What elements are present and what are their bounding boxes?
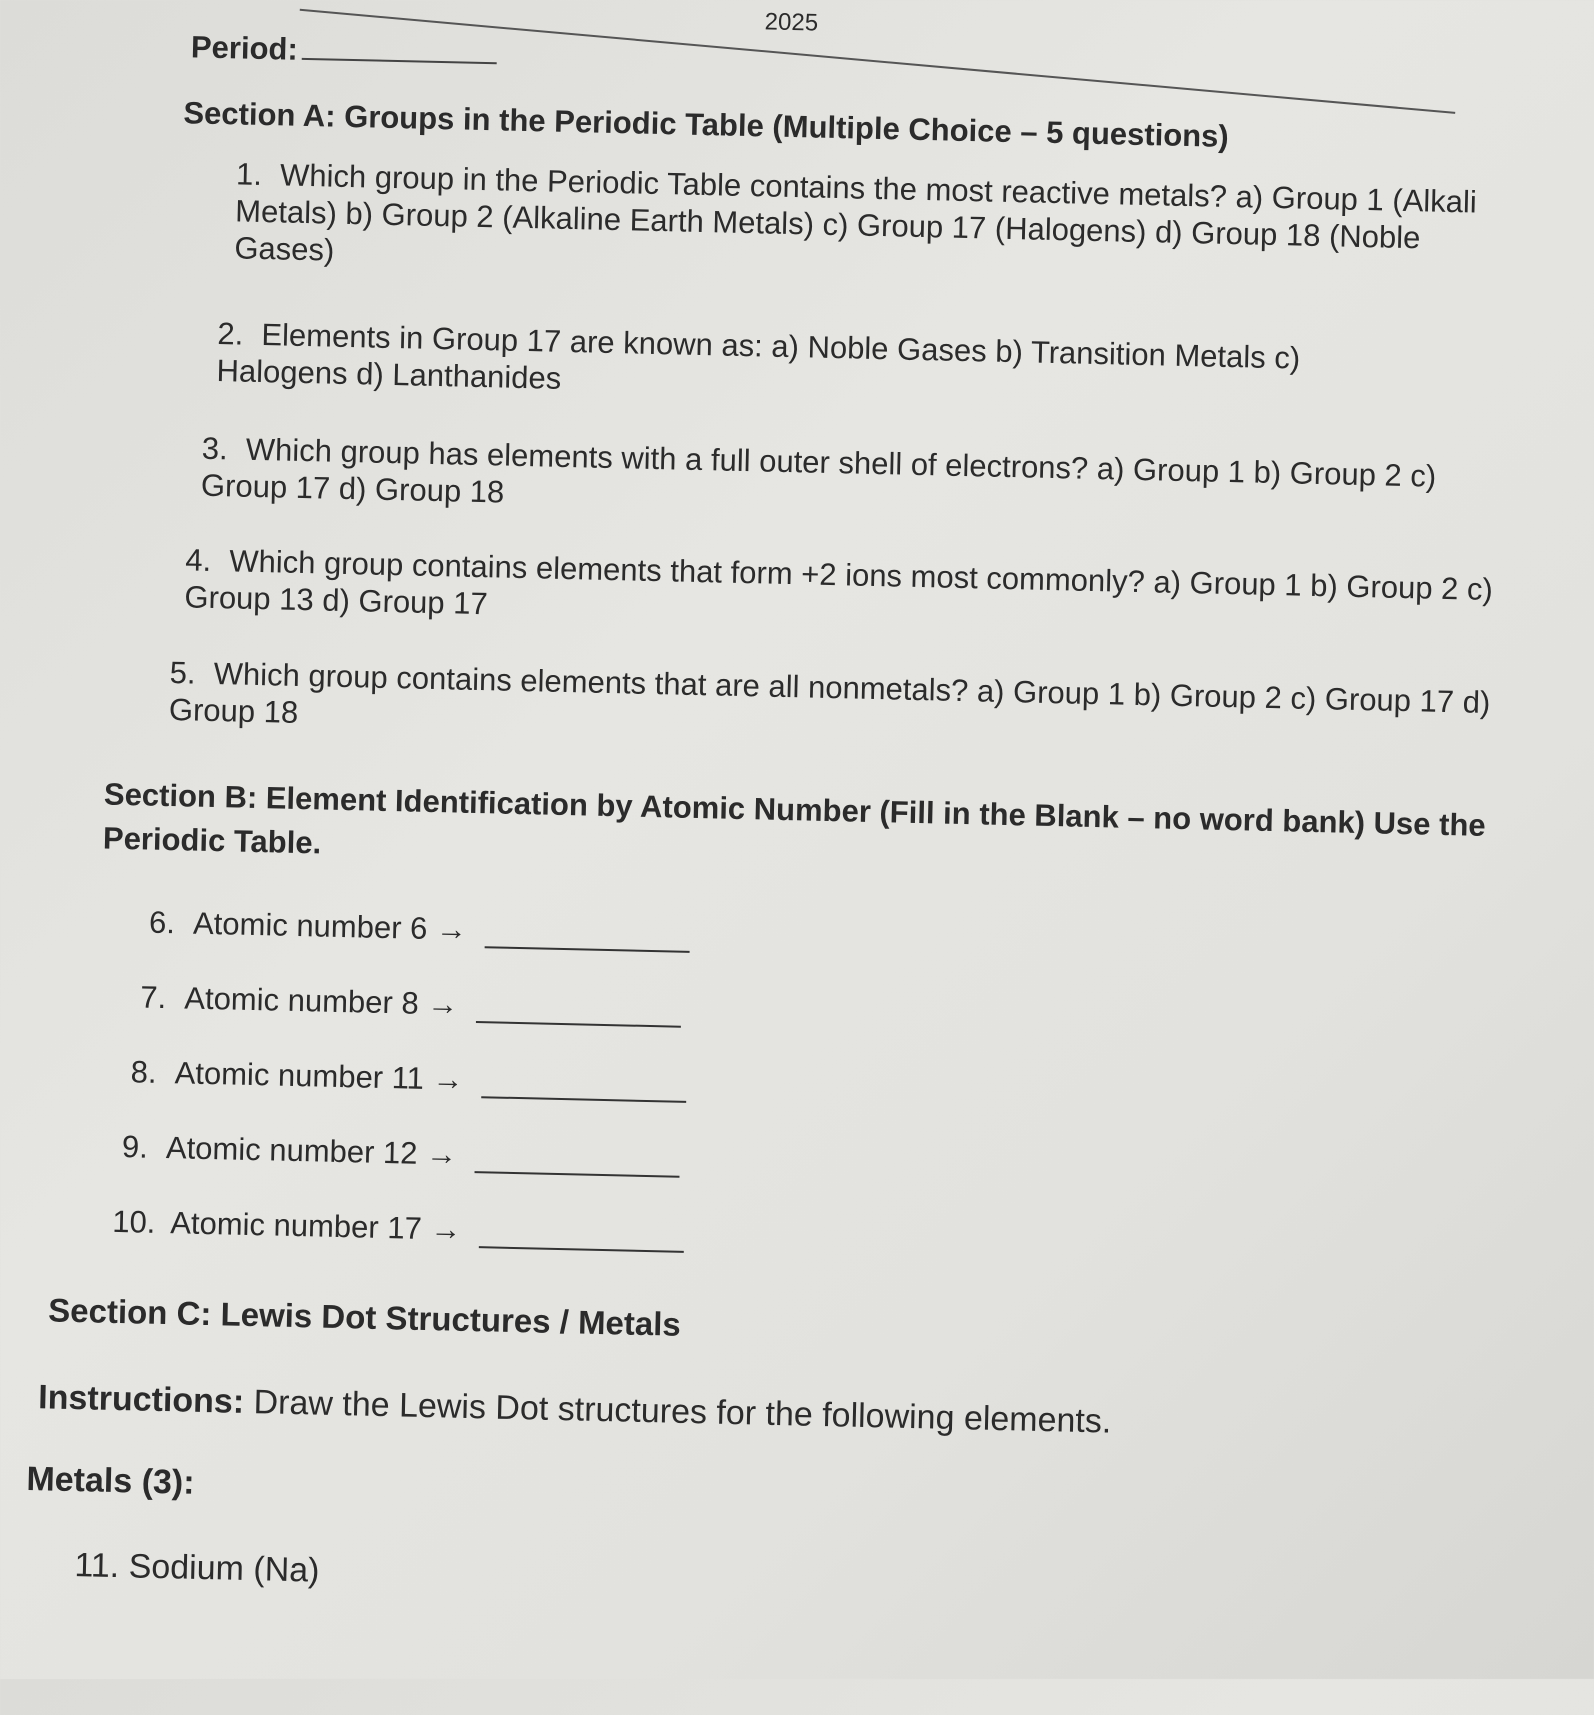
item-number: 11. [74,1546,120,1586]
item-number: 6. [148,904,176,941]
question-4 [184,541,1525,645]
item-number: 9. [121,1129,149,1165]
fill-item-7 [140,978,682,1027]
question-text: Elements in Group 17 are known as: a) Noble Gases b) Transition Metals c) Halogens d) Lanthanides [216,317,1301,396]
instructions-text: Draw the Lewis Dot structures for the following elements. [243,1382,1112,1441]
period-label: Period: [190,29,299,67]
item-number: 10. [111,1203,156,1240]
item-text: Atomic number 8 → [184,980,459,1022]
answer-blank[interactable] [476,991,682,1028]
question-2 [216,315,1437,417]
answer-blank[interactable] [475,1141,681,1178]
item-number: 8. [130,1054,157,1090]
answer-blank[interactable] [481,1066,687,1103]
question-text: Which group contains elements that form +2 ions most commonly? a) Group 1 b) Group 2 c) Group 13 d) Group 17 [184,543,1494,622]
answer-blank[interactable] [485,916,691,953]
question-number: 3. [201,430,229,467]
section-c-title: Section C: Lewis Dot Structures / Metals [47,1291,682,1343]
question-5 [169,654,1520,759]
question-number: 2. [217,316,244,352]
section-a-title: Section A: Groups in the Periodic Table (Multiple Choice – 5 questions) [183,95,1230,154]
lewis-item-11 [74,1547,320,1590]
fill-item-6 [149,904,691,953]
answer-blank[interactable] [479,1216,685,1253]
question-text: Which group has elements with a full outer shell of electrons? a) Group 1 b) Group 2 c) Group 17 d) Group 18 [200,431,1437,510]
question-number: 4. [184,542,212,578]
metals-heading: Metals (3): [26,1459,195,1502]
question-text: Which group contains elements that are all nonmetals? a) Group 1 b) Group 2 c) Group 17 d) Group 18 [168,656,1491,730]
item-text: Atomic number 12 → [165,1130,458,1172]
question-3 [201,430,1442,532]
item-text: Sodium (Na) [128,1547,320,1590]
item-text: Atomic number 6 → [192,905,468,947]
item-number: 7. [140,979,167,1016]
period-field [191,28,498,72]
fill-item-9 [122,1128,681,1178]
header-year: 2025 [764,8,819,37]
instructions-label: Instructions: [37,1378,245,1421]
question-number: 5. [169,655,197,691]
question-number: 1. [235,156,263,192]
period-blank [302,58,497,64]
item-text: Atomic number 17 → [169,1205,462,1247]
question-1 [234,155,1496,295]
question-text: Which group in the Periodic Table contains the most reactive metals? a) Group 1 (Alkali Metals) b) Group 2 (Alkaline Earth Metals) c) Group 17 (Halogens) d) Group 18 (Noble Gases) [234,157,1478,268]
section-b-title: Section B: Element Identification by Atomic Number (Fill in the Blank – no word bank) Use the Periodic Table. [102,776,1487,861]
item-text: Atomic number 11 → [174,1055,464,1097]
fill-item-10 [112,1203,685,1253]
instructions [38,1379,1438,1448]
fill-item-8 [130,1053,687,1103]
